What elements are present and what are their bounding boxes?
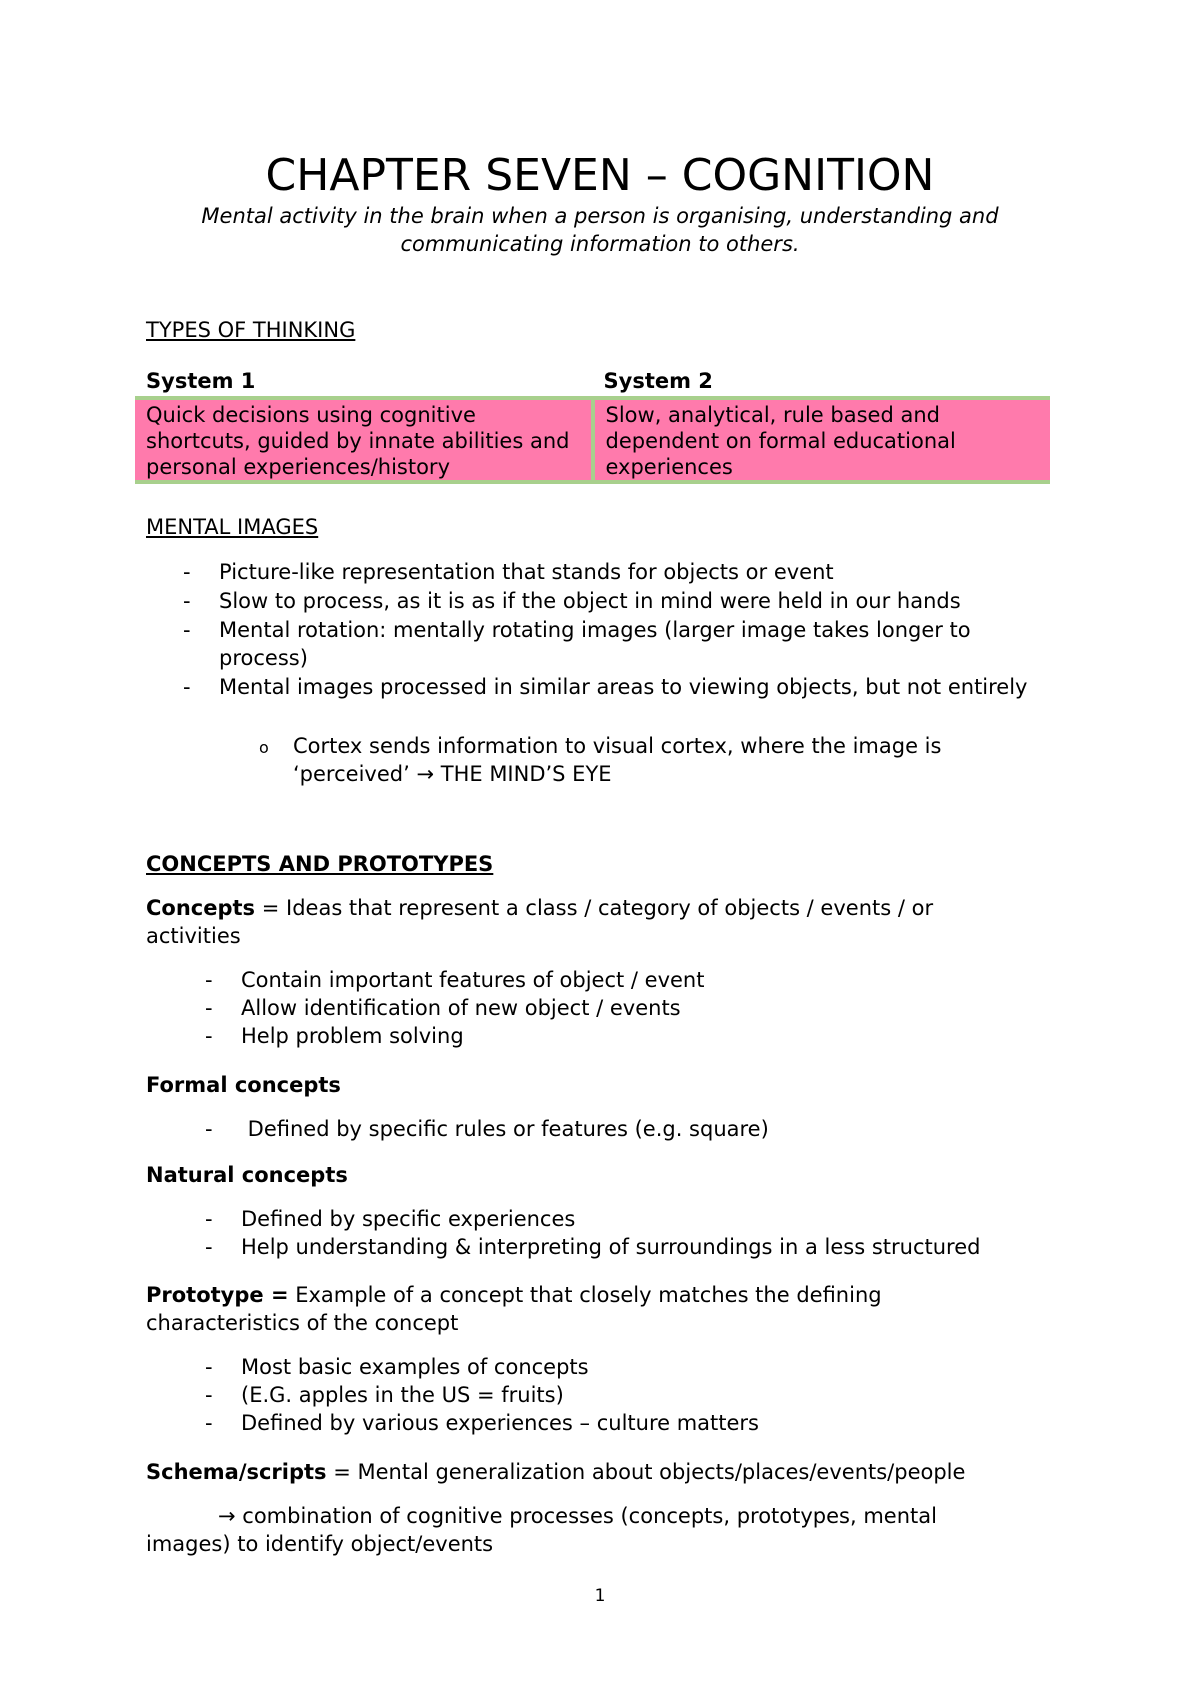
list-item: - Defined by specific experiences (205, 1207, 576, 1231)
dash-bullet: - (205, 1235, 213, 1259)
system-2-description: Slow, analytical, rule based and dependent on formal educational experiences (593, 398, 1051, 482)
mental-images-heading: MENTAL IMAGES (146, 515, 319, 539)
prototype-definition: Prototype = Example of a concept that closely matches the defining characteristics of the concept (146, 1283, 882, 1335)
arrow-right-icon: → (416, 762, 435, 786)
list-item: - Picture-like representation that stands for objects or event (183, 560, 834, 584)
formal-concepts-list (205, 1115, 1021, 1143)
schema-term: Schema/scripts (146, 1460, 327, 1484)
list-item: - Help problem solving (205, 1024, 464, 1048)
types-of-thinking-heading: TYPES OF THINKING (146, 318, 356, 342)
page-subtitle: Mental activity in the brain when a person is organising, understanding and communicating information to others. (201, 204, 999, 256)
concepts-term: Concepts (146, 896, 256, 920)
dash-bullet: - (205, 996, 213, 1020)
list-item: - Defined by various experiences – culture matters (205, 1411, 759, 1435)
list-item: - Defined by specific rules or features (e.g. square) (205, 1117, 769, 1141)
list-item: - Help understanding & interpreting of surroundings in a less structured (205, 1235, 981, 1259)
prototype-term: Prototype = (146, 1283, 289, 1307)
arrow-right-icon: → (218, 1504, 236, 1528)
system-2-header: System 2 (593, 368, 1051, 398)
mental-images-list (183, 558, 1039, 701)
circle-bullet: o (259, 738, 269, 757)
prototype-list (205, 1353, 1021, 1437)
schema-note: → combination of cognitive processes (concepts, prototypes, mental images) to identify object/events (146, 1504, 937, 1556)
formal-concepts-heading: Formal concepts (146, 1073, 341, 1097)
system-1-header: System 1 (135, 368, 593, 398)
list-item: - Slow to process, as it is as if the object in mind were held in our hands (183, 589, 961, 613)
dash-bullet: - (205, 1383, 213, 1407)
dash-bullet: - (183, 618, 191, 642)
schema-definition: Schema/scripts = Mental generalization about objects/places/events/people (146, 1460, 966, 1484)
dash-bullet: - (205, 1024, 213, 1048)
list-item: - Mental rotation: mentally rotating images (larger image takes longer to process) (183, 618, 971, 670)
dash-bullet: - (183, 589, 191, 613)
dash-bullet: - (183, 560, 191, 584)
dash-bullet: - (183, 675, 191, 699)
system-1-description: Quick decisions using cognitive shortcuts, guided by innate abilities and personal experiences/history (135, 398, 593, 482)
concepts-list (205, 966, 1021, 1050)
natural-concepts-list (205, 1205, 1041, 1261)
list-item: - (E.G. apples in the US = fruits) (205, 1383, 564, 1407)
list-item: - Most basic examples of concepts (205, 1355, 589, 1379)
natural-concepts-heading: Natural concepts (146, 1163, 348, 1187)
systems-table (135, 368, 1050, 484)
list-item: - Mental images processed in similar areas to viewing objects, but not entirely (183, 675, 1028, 699)
page-title: CHAPTER SEVEN – COGNITION (265, 150, 935, 201)
dash-bullet: - (205, 1411, 213, 1435)
sub-list-item: o Cortex sends information to visual cortex, where the image is ‘perceived’ → THE MIND’S EYE (259, 734, 942, 786)
dash-bullet: - (205, 1207, 213, 1231)
dash-bullet: - (205, 1117, 213, 1141)
dash-bullet: - (205, 968, 213, 992)
list-item: - Contain important features of object / event (205, 968, 705, 992)
concepts-definition: Concepts = Ideas that represent a class / category of objects / events / or activities (146, 896, 934, 948)
list-item: - Allow identification of new object / events (205, 996, 681, 1020)
page-number: 1 (594, 1586, 606, 1606)
concepts-prototypes-heading: CONCEPTS AND PROTOTYPES (146, 852, 494, 876)
dash-bullet: - (205, 1355, 213, 1379)
